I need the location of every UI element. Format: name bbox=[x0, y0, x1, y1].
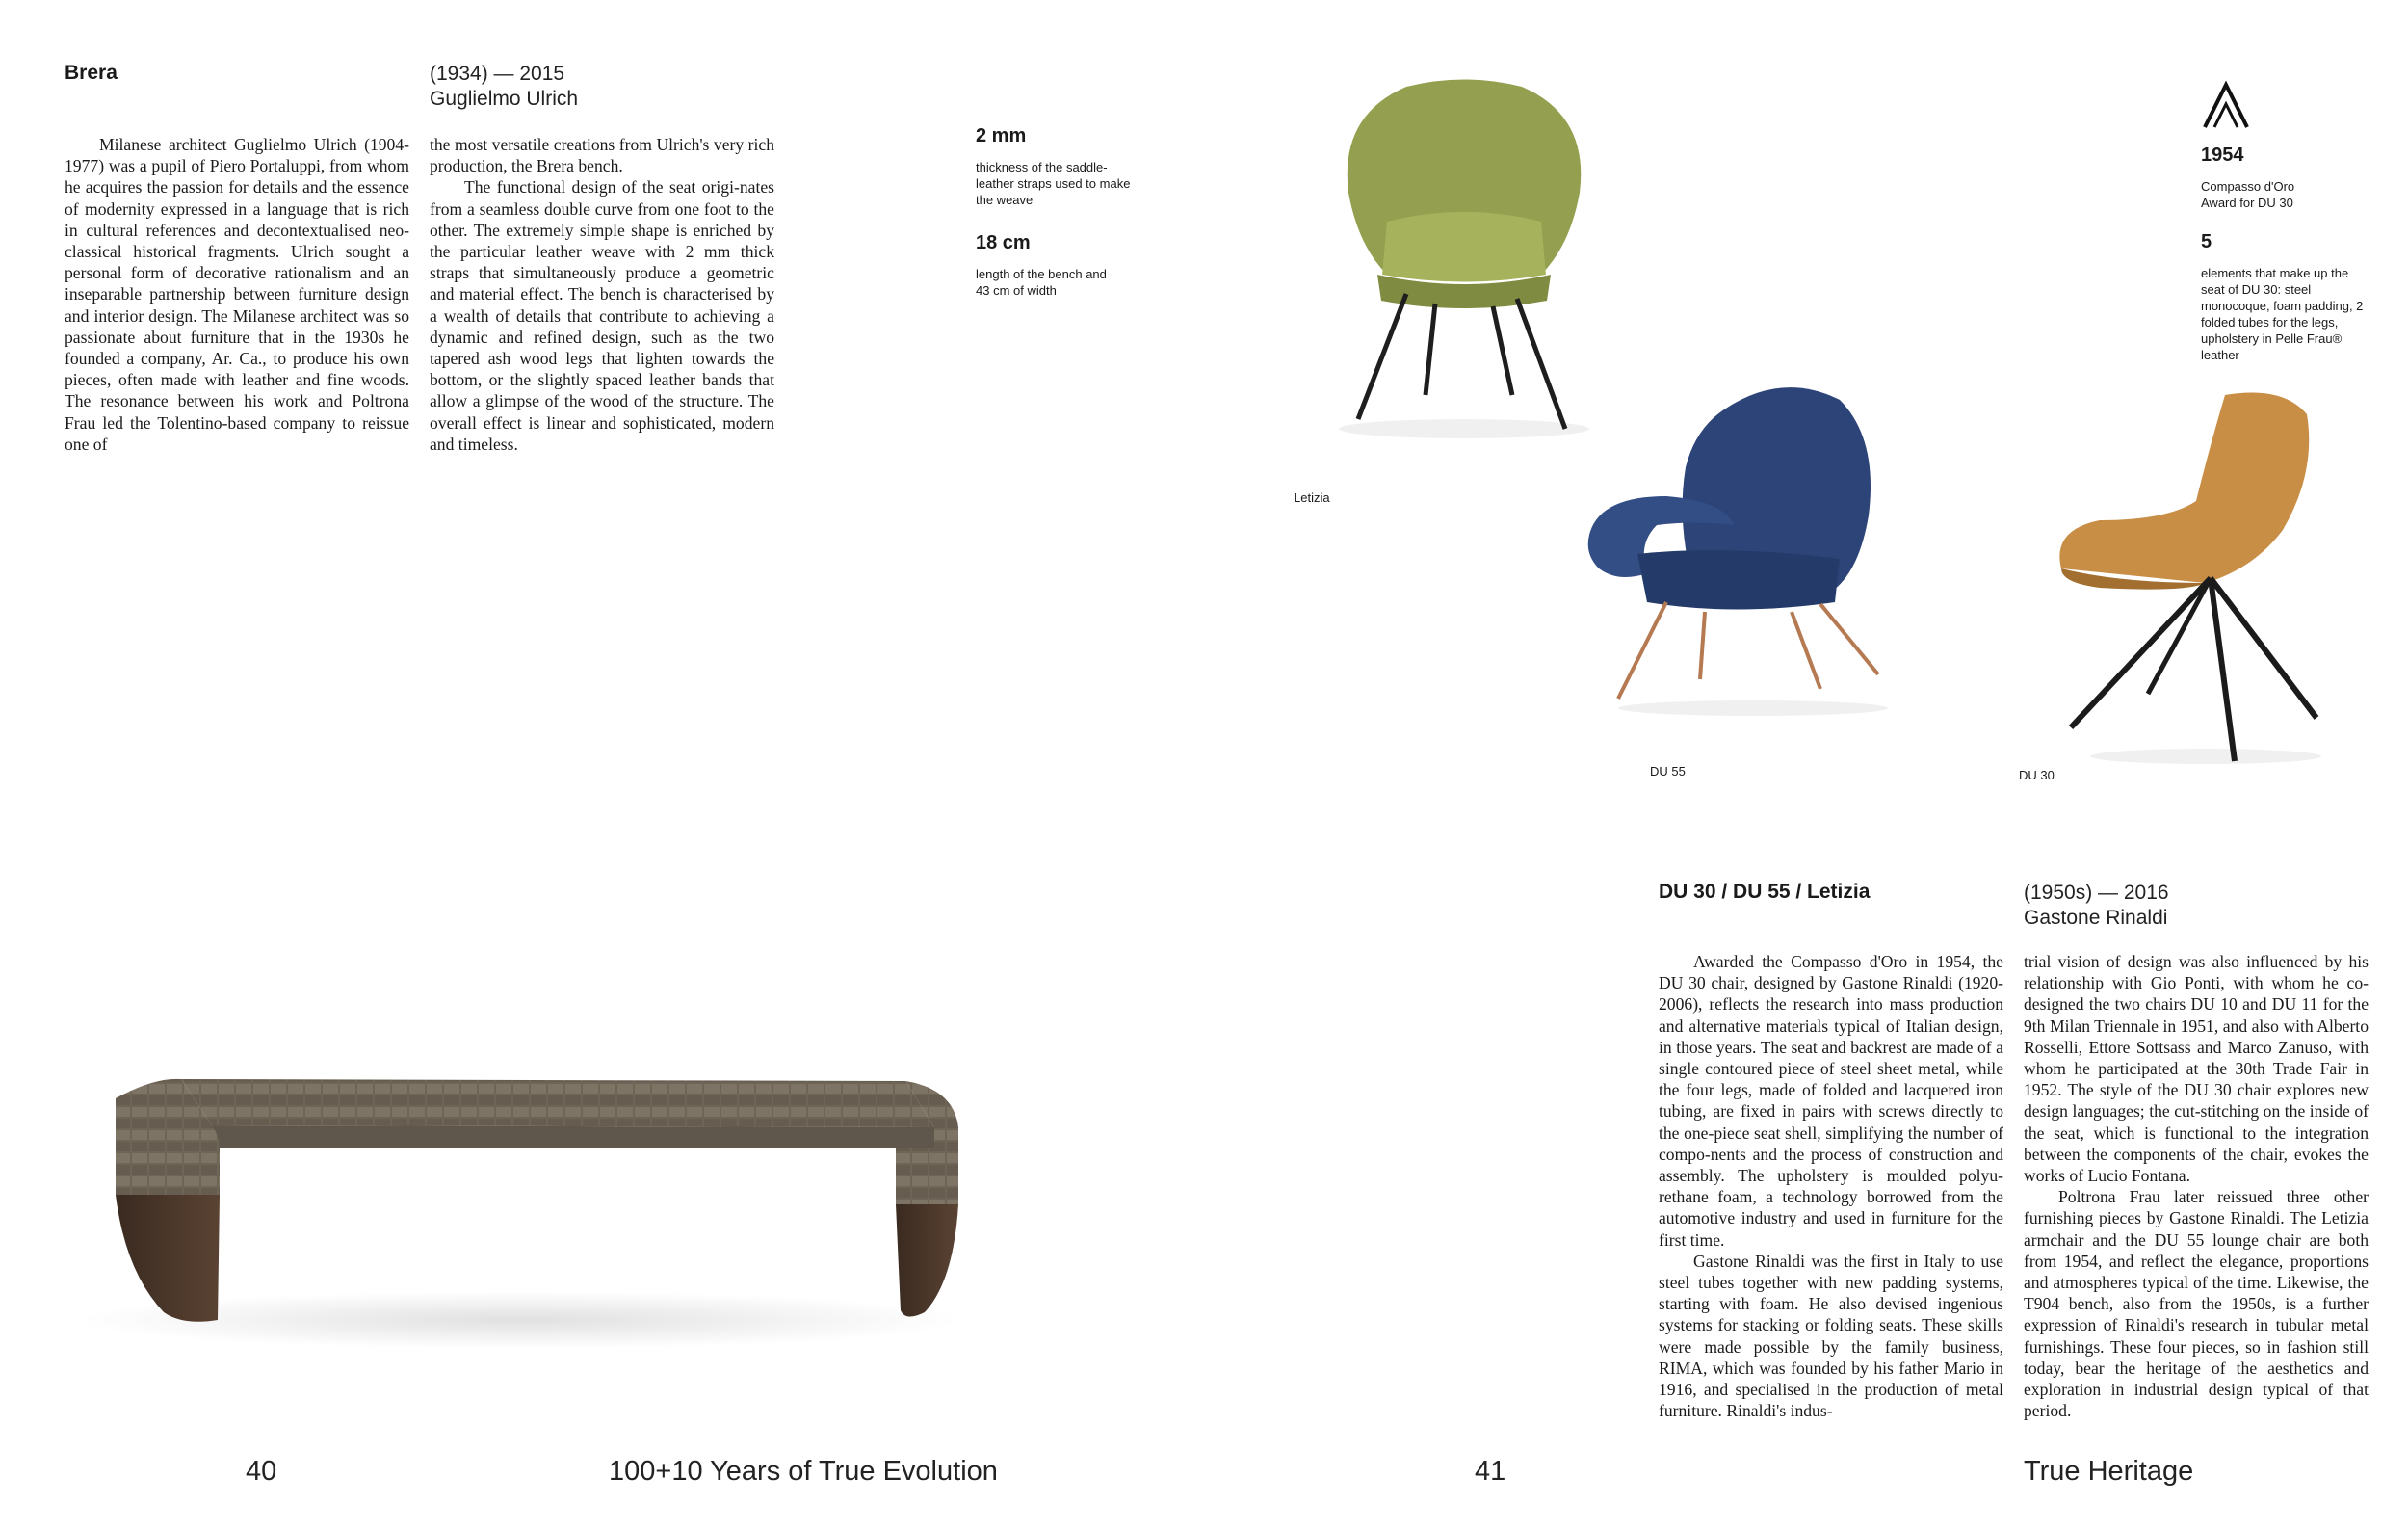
stat-label: length of the bench and 43 cm of width bbox=[976, 267, 1107, 298]
stat-seat-elements bbox=[2201, 231, 2365, 363]
letizia-chair-image bbox=[1320, 77, 1609, 443]
brera-paragraph-1: Milanese architect Guglielmo Ulrich (1904-1977) was a pupil of Piero Portaluppi, from whom he acquires the passion for details and the essence of modernity expressed in a language that is rich in cultural references and decontextualised neo-classical historical fragments. Ulrich sought a personal form of decorative rationalism and an inseparable partnership between furniture design and interior design. The Milanese architect was so passionate about furniture that in the 1930s he founded a company, Ar. Ca., to produce his own pieces, often made with leather and fine woods. The resonance between his work and Poltrona Frau led the Tolentino-based company to reissue one of bbox=[65, 135, 409, 454]
brera-years: (1934) — 2015 bbox=[430, 63, 565, 85]
brera-paragraph-2: the most versatile creations from Ulrich's very rich production, the Brera bench. bbox=[430, 135, 774, 176]
stat-label: elements that make up the seat of DU 30: steel monocoque, foam padding, 2 folded tubes for the legs, upholstery in Pelle Frau® leather bbox=[2201, 266, 2364, 362]
brera-column-2 bbox=[430, 134, 774, 455]
compasso-doro-logo bbox=[2201, 81, 2251, 129]
brera-meta bbox=[430, 62, 578, 112]
stat-value: 5 bbox=[2201, 231, 2212, 252]
right-page-number: 41 bbox=[1475, 1456, 1506, 1487]
caption-letizia: Letizia bbox=[1294, 490, 1330, 505]
stat-bench-length bbox=[976, 232, 1120, 299]
stat-value: 1954 bbox=[2201, 145, 2244, 166]
du-paragraph-1: Awarded the Compasso d'Oro in 1954, the DU 30 chair, designed by Gastone Rinaldi (1920-2006), reflects the research into mass production and alternative materials typical of Italian design, in those years. The seat and backrest are made of a single contoured piece of steel sheet metal, while the four legs, made of folded and lacquered iron tubing, are fixed in pairs with screws directly to the one-piece seat shell, simplifying the number of compo-nents and the process of construction and assembly. The upholstery is moulded polyu-rethane foam, a technology borrowed from the automotive industry and used in furniture for the first time. bbox=[1659, 952, 2003, 1250]
du-title: DU 30 / DU 55 / Letizia bbox=[1659, 881, 1871, 903]
left-page-number: 40 bbox=[246, 1456, 277, 1487]
du55-chair-image bbox=[1580, 381, 1926, 718]
du-column-1 bbox=[1659, 951, 2003, 1421]
brera-bench-image bbox=[96, 1060, 963, 1349]
brera-title: Brera bbox=[65, 62, 118, 84]
du-years: (1950s) — 2016 bbox=[2024, 882, 2169, 904]
du-column-2 bbox=[2024, 951, 2369, 1421]
brera-paragraph-3: The functional design of the seat origi-nates from a seamless double curve from one foot to the other. The extremely simple shape is enriched by the particular leather weave with 2 mm thick straps that simultaneously produce a geometric and material effect. The bench is characterised by a wealth of details that contribute to achieving a dynamic and refined design, such as the two tapered ash wood legs that lighten towards the bottom, or the slightly spaced leather bands that allow a glimpse of the wood of the structure. The overall effect is linear and sophisticated, modern and timeless. bbox=[430, 177, 774, 454]
stat-strap-thickness bbox=[976, 125, 1139, 208]
du-meta bbox=[2024, 881, 2169, 931]
du-paragraph-3: trial vision of design was also influenced by his relationship with Gio Ponti, with whom he co-designed the two chairs DU 10 and DU 11 for the 9th Milan Triennale in 1951, and also with Alberto Rosselli, Ettore Sottsass and Marco Zanuso, with whom he participated at the 30th Trade Fair in 1952. The style of the DU 30 chair explores new design languages; the cut-stitching on the inside of the seat, which is functional to the integration between the components of the chair, evokes the works of Lucio Fontana. bbox=[2024, 952, 2369, 1186]
du-designer: Gastone Rinaldi bbox=[2024, 907, 2168, 929]
stat-value: 2 mm bbox=[976, 125, 1027, 146]
caption-du55: DU 55 bbox=[1650, 764, 1686, 779]
du-paragraph-2: Gastone Rinaldi was the first in Italy to use steel tubes together with new padding systems, starting with foam. He also devised ingenious systems for stacking or folding seats. These skills were made possible by the family business, RIMA, which was founded by his father Mario in 1916, and specialised in the production of metal furniture. Rinaldi's indus- bbox=[1659, 1251, 2003, 1421]
brera-column-1 bbox=[65, 134, 409, 455]
du30-chair-image bbox=[2042, 385, 2350, 771]
brera-designer: Guglielmo Ulrich bbox=[430, 88, 579, 110]
du-paragraph-4: Poltrona Frau later reissued three other furnishing pieces by Gastone Rinaldi. The Letizia armchair and the DU 55 lounge chair are both from 1954, and reflect the elegance, proportions and atmospheres typical of the time. Likewise, the T904 bench, also from the 1950s, is a further expression of Rinaldi's research in tubular metal furnishings. These four pieces, so in fashion still today, bear the heritage of the aesthetics and exploration in industrial design typical of that period. bbox=[2024, 1187, 2369, 1421]
stat-label: Compasso d'Oro Award for DU 30 bbox=[2201, 179, 2295, 210]
right-running-title: True Heritage bbox=[2024, 1456, 2194, 1487]
caption-du30: DU 30 bbox=[2019, 768, 2055, 782]
stat-label: thickness of the saddle-leather straps used to make the weave bbox=[976, 160, 1131, 207]
left-running-title: 100+10 Years of True Evolution bbox=[609, 1456, 998, 1487]
stat-award-year bbox=[2201, 145, 2365, 211]
stat-value: 18 cm bbox=[976, 232, 1031, 253]
